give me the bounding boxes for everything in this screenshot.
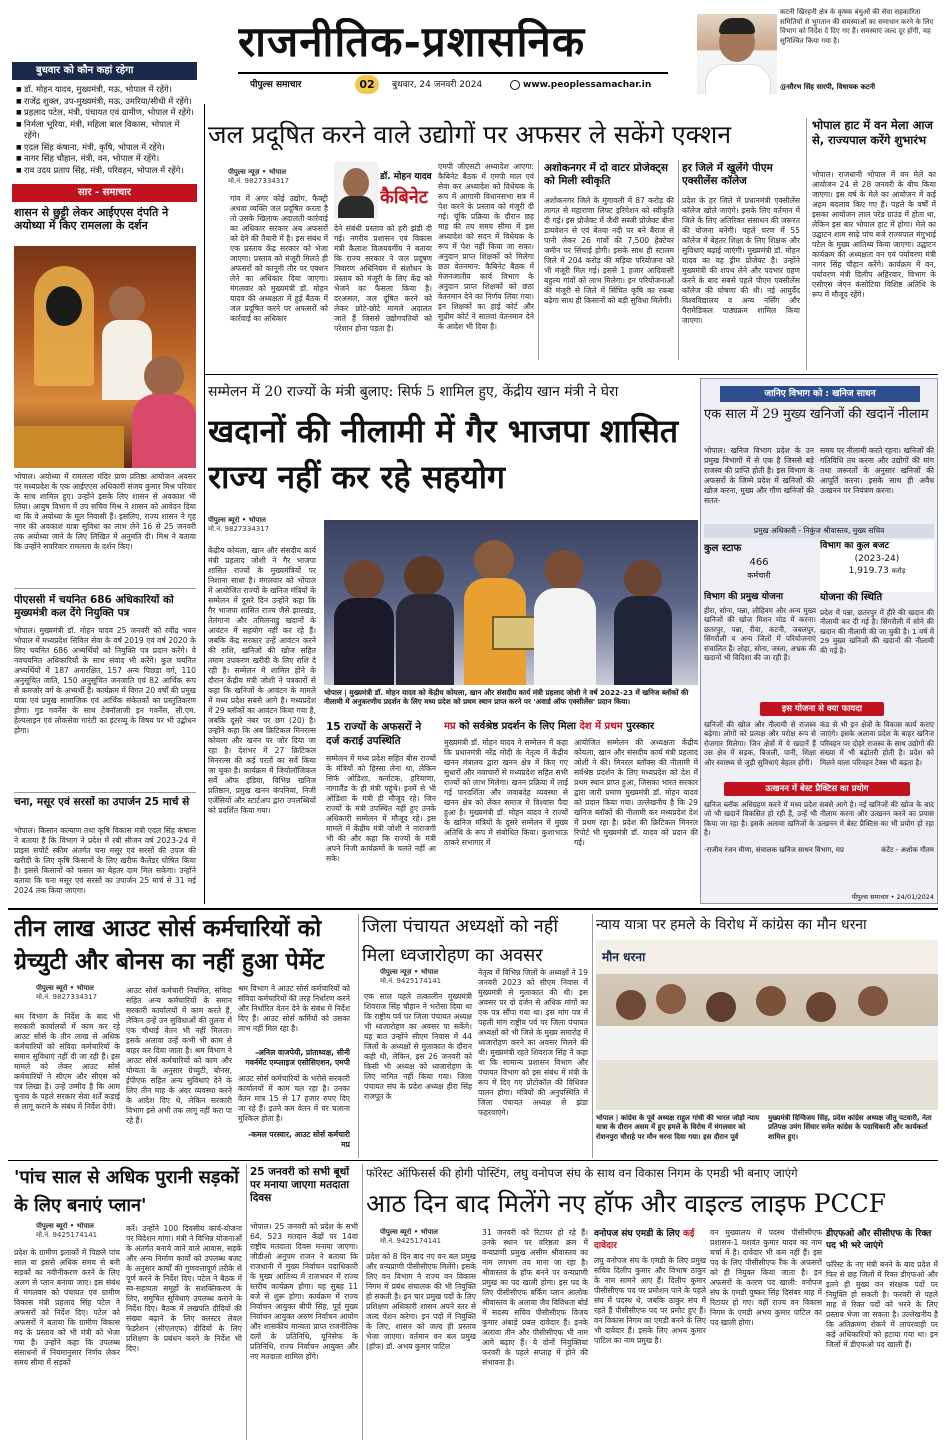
lead-headline: खदानों की नीलामी में गैर भाजपा शासित राज्य नहीं कर रहे सहयोग xyxy=(208,412,679,496)
pollution-headline: जल प्रदूषित करने वाले उद्योगों पर अफसर ले सकेंगे एक्शन xyxy=(208,120,732,149)
panchayat-byline: पीपुल्स न्यूज़ • भोपाल मो.नं. 9425174141 xyxy=(380,968,442,985)
section-title: राजनीतिक-प्रशासनिक xyxy=(238,18,586,66)
outsource-headline: तीन लाख आउट सोर्स कर्मचारियों को ग्रेच्युटी और बोनस का नहीं हुआ पेमेंट xyxy=(14,915,325,975)
water-projects-head: अशोकनगर में दो वाटर प्रोजेक्ट्स को मिली स्वीकृति xyxy=(544,162,668,187)
best-practice-body: खनिज ब्लॉक अधिग्रहण करने में मध्य प्रदेश सबसे आगे है। नई खनिजों की खोज के बाद जो भी खदानें विकसित हो रही हैं, उन्हें भी नीलाम करना और उत्खनन करने का प्रयास किया जा रहा है। इसके अलावा खनिजों के उत्खनन में बेस्ट प्रैक्टिस का भी प्रयोग हो रहा है। xyxy=(704,800,934,838)
outsource-col3d: -कमल परस्वार, आउट सोर्स कर्मचारी मप्र xyxy=(247,1130,350,1149)
dharna-banner: मौन धरना xyxy=(602,950,646,964)
story-ayodhya-head: शासन से छुट्टी लेकर आईएएस दंपति ने अयोध्या में किए रामलला के दर्शन xyxy=(14,206,169,232)
forest-col3-head: वनोपज संघ एमडी के लिए कई दावेदार xyxy=(594,1229,695,1251)
cm-name: डॉ. मोहन यादव xyxy=(380,172,432,182)
sub1-head: 15 राज्यों के अफसरों ने दर्ज कराई उपस्थिति xyxy=(326,721,422,747)
panchayat-headline: जिला पंचायत अध्यक्षों को नहीं मिला ध्वजारोहण का अवसर xyxy=(362,916,559,966)
forest-kicker: फॉरेस्ट ऑफिसर्स की होगी पोस्टिंग, लघु वनोपज संघ के साथ वन विकास निगम के एमडी भी बनाए जाएंगे xyxy=(366,1166,798,1180)
story-ayodhya-body: भोपाल। अयोध्या में रामलला मंदिर प्राण प्रतिष्ठा आयोजन अवसर पर मध्यप्रदेश के एक आईएएस अधिकारी संजय कुमार मिश्र परिवार के साथ शामिल हुए। उन्होंने इसके लिए शासन से अवकाश भी लिया। आयुष विभाग में उप सचिव मिश्र ने शासन को आवेदन दिया था कि वे अयोध्या के मूल निवासी हैं। इसलिए, राज्य शासन ने गृह नगर की अवकाश यात्रा सुविधा का लाभ लेने 16 से 25 जनवरी तक अयोध्या जाने के लिए लिखित में अनुमति दी। मिश्र ने बताया कि उन्होंने सपरिवार रामलला के दर्शन किए। xyxy=(14,472,196,551)
sub2-head: मप्र को सर्वश्रेष्ठ प्रदर्शन के लिए मिला देश में प्रथम पुरस्कार xyxy=(444,721,655,732)
voters-day-body: भोपाल। 25 जनवरी को प्रदेश के सभी 64, 523 मतदान केंद्रों पर 14वां राष्ट्रीय मतदाता दिवस मनाया जाएगा। जीडीओ अनुपम राजन ने बताया कि राजधानी में मुख्य निर्वाचन पदाधिकारी के मुख्य आतिथ्य में राजभवन में राज्य स्तरीय कार्यक्रम होगा। यह सुबह 11 बजे से शुरू होगा। कार्यक्रम में राज्य निर्वाचन आयुक्त बीपी सिंह, पूर्व मुख्य निर्वाचन आयुक्त अरुण निर्वाचन आयोग और शासकीय मान्यता प्राप्त राजनीतिक दलों के प्रतिनिधि, यूनिसेफ के प्रतिनिधि, राज्य निर्वाचन आयुक्त और नए मतदाता शामिल होंगे। xyxy=(250,1222,358,1361)
outsource-col3a: श्रम विभाग ने आउट सोर्स कर्मचारियों को संविदा कर्मचारियों की तरह निर्धारण करने और निर्धारित वेतन देने के संबंध में निर्देश दिए हैं। आउट सोर्स कर्मियों को उसका लाभ नहीं मिल रहा है। xyxy=(238,984,350,1033)
globe-icon xyxy=(510,80,520,90)
ayodhya-photo xyxy=(14,246,196,468)
story-chana-head: चना, मसूर एवं सरसों का उपार्जन 25 मार्च से xyxy=(14,796,190,808)
panchayat-col2: नेतृत्व में विभिन्न जिलों के अध्यक्षों ने 19 जनवरी 2023 को सीएम निवास में मुख्यमंत्री से मुलाकात की थी। इस अवसर पर दो दर्जन से अधिक मांगों का एक पत्र सौंपा गया था। इस मांग पत्र में पहली मांग राष्ट्रीय पर्व पर जिला पंचायत अध्यक्षों को भी जिले के मुख्य समारोह में ध्वजारोहण करने का अवसर मिलने की थी। मुख्यमंत्री रहते शिवराज सिंह ने कहा था कि सामान्य प्रशासन विभाग और पंचायत विभाग को इस संबंध में मंत्री के रूप में दिए गए प्रोटोकॉल की विधिवत पालन होगा। मंत्रियों की अनुपस्थिति में जिला पंचायत अध्यक्ष से झंडा फहरवाएंगे। xyxy=(478,968,588,1117)
roads-byline: पीपुल्स ब्यूरो • भोपाल मो.नं. 9425174141 xyxy=(36,1222,98,1239)
pollution-byline: पीपुल्स न्यूज़ • भोपाल मो.नं. 9827334317 xyxy=(228,168,290,185)
best-practice-pill: उत्खनन में बेस्ट प्रैक्टिस का प्रयोग xyxy=(724,782,910,796)
dept-officer: प्रमुख अधिकारी - निकुंज श्रीवास्तव, मुख्य सचिव xyxy=(704,524,934,538)
pollution-col1: गांव में अगर कोई उद्योग, फैक्ट्री अथवा व्यक्ति जल प्रदूषित करता है तो उसके खिलाफ अदालती कार्रवाई का अधिकार सरकार अब अफसरों को देने की तैयारी में है। इस संबंध में एक प्रस्ताव केंद्र सरकार को भेजा जाएगा। प्रस्ताव को मंजूरी मिलते ही अफसरों को कानूनी तौर पर एक्शन लेने का अधिकार दिया जाएगा। मंगलवार को मुख्यमंत्री डॉ. मोहन यादव की अध्यक्षता में हुई बैठक में जल प्रदूषित करने पर अफसरों को कार्रवाई का अधिकार xyxy=(230,194,328,323)
forest-col2: 31 जनवरी को रिटायर हो रहे हैं। उनके स्थान पर वरिष्ठता क्रम में वन्यप्राणी प्रमुख असीम श्रीवास्तव का नाम लगभग तय माना जा रहा है। श्रीवास्तव के हॉफ बनने पर वन्यप्राणी प्रमुख का पद खाली होगा। इस पद के लिए पीसीसीएफ बर्किंग प्लान आलोक श्रीवास्तव के अलावा जैव विविधता बोर्ड में सदस्य सचिव पीसीसीएफ विजय कुमार अंबाड़े प्रबल दावेदार हैं। इनके अलावा तीन और पीसीसीएफ भी नाम आगे बढ़ाए हैं। ये दोनों नियुक्तियां फरवरी के पहले सप्ताह में होने की संभावना है। xyxy=(482,1228,588,1367)
forest-byline: पीपुल्स ब्यूरो • भोपाल मो.नं. 9425174141 xyxy=(380,1228,442,1245)
dept-footer: पीपुल्स समाचार • 24/01/2024 xyxy=(851,893,934,901)
pm-excellence-head: हर जिले में खुलेंगे पीएम एक्सीलेंस कॉलेज xyxy=(682,162,773,187)
dharna-photo xyxy=(596,940,938,1110)
forest-col5: फॉरेस्ट के नए मंत्री बनने के बाद प्रदेश में फिर से छह जिलों में रिक्त डीएफओ और इतने ही मुख्य वन संरक्षक पदों पर नियुक्ति हो सकती है। फरवरी से पहले माह में रिक्त पदों को भरने के लिए प्रस्ताव भेजा जा सकता है। उल्लेखनीय है कि अतिक्रमण रोकने में लापरवाही पर कई अधिकारियों को हटाया गया था। इन जिलों में डीएफओ पद खाली हैं। xyxy=(826,1260,938,1349)
list-item: ■ प्रहलाद पटेल, मंत्री, पंचायत एवं ग्रामीण, भोपाल में रहेंगे। xyxy=(16,107,197,119)
story-psc-head: पीएससी में चयनित 686 अधिकारियों को मुख्यमंत्री कल देंगे नियुक्ति पत्र xyxy=(14,594,174,619)
date-line: बुधवार, 24 जनवरी 2024 xyxy=(392,80,483,90)
forest-col5-head: डीएफओ और सीसीएफ के रिक्त पद भी भरे जाएंगे xyxy=(826,1229,932,1251)
sub2-body: मुख्यमंत्री डॉ. मोहन यादव ने सम्मेलन में कहा कि प्रधानमंत्री नरेंद्र मोदी के नेतृत्व में केंद्रीय खनन मंत्रालय द्वारा खनन क्षेत्र में किए गए सुधारों और नवाचारों से मध्यप्रदेश सहित सभी राज्यों को लाभ मिलेगा। खनन प्रक्रिया में लाई गई पारदर्शिता और जवाबदेह व्यवस्था से खनन क्षेत्र को लेकर समाज में विश्वास पैदा हुआ है। मुख्यमंत्री डॉ. मोहन यादव ने राज्यों के खनिज मंत्रियों के दूसरे सम्मेलन में मुख्य अतिथि के रूप में संबोधित किया। कुशाभाऊ ठाकरे सभागार में xyxy=(444,738,568,847)
van-mela-head: भोपाल हाट में वन मेला आज से, राज्यपाल करेंगे शुभारंभ xyxy=(812,118,933,147)
paper-name: पीपुल्स समाचार xyxy=(250,80,302,90)
award-photo xyxy=(324,520,698,685)
benefit-col1: खनिजों की खोज और नीलामी से राजस्व बढ़ेगा। लोगों को प्रत्यक्ष और परोक्ष रूप से रोजगार मिलेगा। जिन क्षेत्रों में ये खदानें हैं उस क्षेत्र में सड़क, बिजली, पानी, शिक्षा और स्वास्थ्य से जुड़ी सुविधाएं बेहतर होंगी। xyxy=(704,720,816,767)
mla-quote-author: @सौरभ सिंह सारपी, विधायक कटनी xyxy=(780,83,876,91)
outsource-byline: पीपुल्स ब्यूरो • भोपाल मो.नं. 9827334317 xyxy=(36,984,98,1001)
pollution-col2: देने संबंधी प्रस्ताव को हरी झंडी दी गई। नगरीय प्रशासन एवं विकास मंत्री कैलाश विजयवर्गीय ने बताया कि राज्य सरकार ने जल प्रदूषण निवारण अधिनियम में संशोधन के प्रस्ताव को मंजूरी के लिए केंद्र को भेजने का फैसला किया है। दरअसल, जल दूषित करने को लेकर छोटे-छोटे मामले अदालत जाते हैं जिससे उद्योगपतियों को परेशान होना पड़ता है। xyxy=(334,224,432,333)
who-where-list xyxy=(16,84,197,178)
award-caption: भोपाल | मुख्यमंत्री डॉ. मोहन यादव को केंद्रीय कोयला, खान और संसदीय कार्य मंत्री प्रहलाद जोशी ने वर्ष 2022-23 में खनिज ब्लॉकों की नीलामी में अनुकरणीय प्रदर्शन के लिए मध्य प्रदेश को प्रथम स्थान प्राप्त करने पर 'अवार्ड ऑफ एक्सीलेंस' प्रदान किया। xyxy=(324,688,689,707)
lead-body: केंद्रीय कोयला, खान और संसदीय कार्य मंत्री प्रहलाद जोशी ने गैर भाजपा शासित राज्यों के मुख्यमंत्रियों पर निशाना साधा है। मंगलवार को भोपाल में आयोजित राज्यों के खनिज मंत्रियों के सम्मेलन में दूसरे दिन उन्होंने कहा कि गैर भाजपा शासित राज्य जैसे झारखंड, तेलंगाना और तमिलनाडु खदानों के आवंटन में सहयोग नहीं कर रहे हैं। जबकि केंद्र सरकार उन्हें आवंटन करने की राशि, खनिजों की खोज सहित तमाम उपकरण खरीदी के लिए राशि दे रही है। सम्मेलन में शामिल होने के दौरान केंद्रीय मंत्री जोशी ने पत्रकारों से कहा कि खनिजों के आवंटन के मामले में मध्य प्रदेश सबसे आगे है। मध्यप्रदेश में 29 ब्लॉकों का आवंटन किया गया है, जबकि दूसरे नंबर पर छग (20) है। उन्होंने कहा कि अब क्रिटिकल मिनरल्स कोयला और खनन पर जोर दिया जा रहा है। देशभर में 27 क्रिटिकल मिनरल्स की कई परतों का सर्वे किया जा चुका है। कार्यक्रम में जियोलॉजिकल सर्वे ऑफ इंडिया, विभिन्न खनिज प्रतिष्ठान, प्रमुख खनन कंपनियां, निजी एजेंसियों और स्टार्टअप द्वारा उपलब्धियों को प्रदर्शित किया गया। xyxy=(208,546,316,815)
outsource-col2: आउट सोर्स कर्मचारी नियमित, संविदा सहित अन्य कर्मचारियों के समान सरकारी कार्यालयों में काम करते हैं, लेकिन उन्हें उन सुविधाओं की तुलना में एक चौथाई वेतन भी नहीं मिलता। इसके अलावा उन्हें कभी भी काम से बाहर कर दिया जाता है। श्रम विभाग ने आउट सोर्स कर्मचारियों को काम और योग्यता के अनुसार ग्रेच्युटी, बोनस, ईपीएफ सहित अन्य सुविधाएं देने के लिए तीन माह के अंदर व्यवस्था करने के आदेश दिए थे, लेकिन सरकारी विभाग इसे अभी तक लागू नहीं करा पा रहे हैं। xyxy=(126,986,232,1125)
forest-headline: आठ दिन बाद मिलेंगे नए हॉफ और वाइल्ड लाइफ PCCF xyxy=(366,1189,887,1218)
forest-col1: प्रदेश को 8 दिन बाद नए वन बल प्रमुख और वन्यप्राणी पीसीसीएफ मिलेंगे। इसके लिए वन विभाग ने राज्य वन विकास निगम में प्रबंध संचालक की भी नियुक्ति हो सकती है। इन चार प्रमुख पदों के लिए प्रशिक्षण अधिकारी शासन अपने स्तर से जल्द पेंशन करेगा। इन पदों में नियुक्ति के लिए, शासन को जल्द ही प्रस्ताव भेजा जाएगा। वर्तमान वन बल प्रमुख (हॉफ) डॉ. अभय कुमार पाटिल xyxy=(366,1252,476,1351)
dept-header: जानिए विभाग को : खनिज साधन xyxy=(720,386,920,402)
who-where-box xyxy=(12,62,197,180)
mla-quote: कटनी खिरहनी क्षेत्र के कृषक बंधुओं की सेवा सहकारिता समितियों से भुगतान की समस्याओं का समाधान करने के लिए विभाग को निर्देश दे दिए गए हैं। समस्याएं जल्द दूर होंगी, यह सुनिश्चित किया गया है। xyxy=(780,8,934,45)
forest-col4: वन मुख्यालय में पदस्थ पीसीसीएफ प्रशासन-1 यशवंत कुमार यादव का नाम चर्चा में है। दावेदार भी कम नहीं हैं। इस पद के लिए पीसीसीएफ रैंक के अफसरों को ही नियुक्त किया जाता है। इन अफसरों के कारण पद खाली: वनोपज संघ के एमडी पुष्कर सिंह दिसंबर माह में रिटायर हो गए। वहीं राज्य वन विकास निगम के एमडी अभय कुमार पाटिल का पद खाली होगा। xyxy=(710,1228,822,1327)
staff-box: कुल स्टाफ 466 कर्मचारी xyxy=(704,543,771,580)
budget-box: विभाग का कुल बजट (2023-24) 1,919.73 करोड़ xyxy=(820,540,934,592)
roads-headline: 'पांच साल से अधिक पुरानी सड़कों के लिए बनाएं प्लान' xyxy=(14,1167,239,1216)
pollution-col3: एमपी जीएसटी अध्यादेश आएगा: कैबिनेट बैठक में एमपी माल एवं सेवा कर अध्यादेश को विधेयक के रूप में आगामी विधानसभा सत्र में पेश करने के प्रस्ताव को मंजूरी दी गई। चूंकि प्रक्रिया के दौरान छह माह की तय समय सीमा में इस अध्यादेश को सदन में विधेयक के रूप में पेश नहीं किया जा सका। अनुदान प्राप्त शिक्षकों को मिलेगा छठा वेतनमान: कैबिनेट बैठक में मेजनजातीय कार्य विभाग के अनुदान प्राप्त शिक्षकों को छठा वेतनमान देने का निर्णय लिया गया। इन शिक्षकों का हाई कोर्ट और सुप्रीम कोर्ट ने सातवां वेतनमान देने के आदेश भी दिया है। xyxy=(438,162,534,331)
list-item: ■ एदल सिंह कंषाना, मंत्री, कृषि, भोपाल में रहेंगे। xyxy=(16,142,197,154)
lead-byline: पीपुल्स ब्यूरो • भोपाल मो.नं. 9827334317 xyxy=(208,516,270,533)
list-item: ■ नागर सिंह चौहान, मंत्री, वन, भोपाल में रहेंगे। xyxy=(16,153,197,165)
list-item: ■ राव उदय प्रताप सिंह, मंत्री, परिवहन, भोपाल में रहेंगे। xyxy=(16,165,197,177)
saar-label: सार - समाचार xyxy=(12,184,197,202)
dharna-caption-2: मुख्यमंत्री दिग्विजय सिंह, प्रदेश कांग्रेस अध्यक्ष जीतू पटवारी, नेता प्रतिपक्ष उमंग सिंघार समेत कांग्रेस के पदाधिकारी और कार्यकर्ता शामिल हुए। xyxy=(768,1114,932,1141)
cm-photo xyxy=(334,162,378,218)
schemes-body: हीरा, सोना, पन्ना, लौहिवम और अन्य मुख्य खनिजों की खोज मिशन मोड में करना। छतरपुर, पन्ना, रीवा, कटनी, जबलपुर, सिंगरौली व अन्य जिलों में परियोजनाएं संचालित हैं। लोहा, सोना, जस्ता, अभ्रक की खदानों भी विदिशा की जा रही हैं। xyxy=(704,606,816,663)
panchayat-col1: एक साल पहले तत्कालीन मुख्यमंत्री शिवराज सिंह चौहान ने भरोसा दिया था कि राष्ट्रीय पर्व पर जिला पंचायत अध्यक्ष भी ध्वजारोहण का अवसर पा सकेंगे। यह बात उन्होंने सीएम निवास में 44 जिलों के अध्यक्षों से मुलाकात के दौरान कही थी, लेकिन, इस 26 जनवरी को किसी भी अध्यक्ष को ध्वजारोहण के लिए नामित नहीं किया गया। जिला पंचायत संघ के प्रदेश अध्यक्ष हीरा सिंह राजपूत के xyxy=(364,992,472,1101)
outsource-col1: श्रम विभाग के निर्देश के बाद भी सरकारी कार्यालयों में काम कर रहे आउट सोर्स के तीन लाख से अधिक कर्मचारियों को संविदा कर्मचारियों के समान सुविधाएं नहीं दी जा रही हैं। इस मामले को लेकर आउट सोर्स कर्मचारियों ने सीएम और सीएस को पत्र लिखा है। उन्हें उम्मीद है कि आम चुनाव के पहले सरकार सेवा शर्तें कड़ाई से लागू कराने के संबंध में निर्देश देगी। xyxy=(14,1012,120,1111)
list-item: ■ राजेंद्र शुक्ल, उप-मुख्यमंत्री, मऊ, उमरिया/सीधी में रहेंगे। xyxy=(16,96,197,108)
outsource-col3b: -अनिल वाजपेयी, प्रांताध्यक्ष, सीनी गवर्नमेंट एम्प्लाइज एसोसिएशन, एमपी xyxy=(245,1048,350,1067)
benefit-col2: कंड से भी इन क्षेत्रों के विकास कार्य कराए जाएंगे। इसके अलावा प्रदेश के बाहर खनिज परिवहन पर दोहरे राजस्व के साथ उद्योगों की संख्या में भी बढ़ोतरी होती है। प्रदेश को मिलने वाला परिवहन टैक्स भी बढ़ता है। xyxy=(820,720,934,767)
outsource-col3c: आउट सोर्स कर्मचारियों के भरोसे सरकारी कार्यालयों में काम चल रहा है। उनका वेतन मात्र 15 से 17 हजार रुपए दिए जा रहे हैं। इतने कम वेतन में घर चलाना मुश्किल होता है। xyxy=(238,1074,350,1123)
sub3-body: आयोजित सम्मेलन की अध्यक्षता केंद्रीय कोयला, खान और संसदीय कार्य मंत्री प्रहलाद जोशी ने की। मिनरल ब्लॉक्स की नीलामी में सर्वश्रेष्ठ प्रदर्शन के लिए मध्यप्रदेश को देश में प्रथम स्थान प्राप्त हुआ, जिसका भारत सरकार द्वारा जारी प्रमाण मुख्यमंत्री डॉ. मोहन यादव को प्रदान किया गया। उल्लेखनीय है कि 29 खनिज ब्लॉकों की नीलामी कर मध्यप्रदेश देश में प्रथम रहा है। प्रदेश की क्रिटिकल मिनरल रिपोर्ट भी मुख्यमंत्री डॉ. यादव को प्रदान की गई। xyxy=(574,738,698,847)
dharna-caption-1: भोपाल | कांग्रेस के पूर्व अध्यक्ष राहुल गांधी की भारत जोड़ो न्याय यात्रा के दौरान असम में हुए हमले के विरोध में मंगलवार को रोशनपुरा चौराहे पर मौन धरना दिया गया। इस दौरान पूर्व xyxy=(596,1114,760,1141)
story-chana-body: भोपाल। किसान कल्याण तथा कृषि विकास मंत्री एदल सिंह कंषाना ने बताया है कि विभाग ने प्रदेश में रबी सीजन वर्ष 2023-24 में प्राइस सपोर्ट स्कीम अंतर्गत चना मसूर एवं सरसों की उपज की खरीदी के लिए कृषि किसानों के लिए खरीफ कैलेंडर घोषित किया है। इससे किसानों को फसल का बेहतर दाम मिल सकेगा। उन्होंने बताया कि चना मसूर एवं सरसों का उपार्जन 25 मार्च से 31 मई 2024 तक किया जाएगा। xyxy=(14,826,196,895)
story-psc-body: भोपाल। मुख्यमंत्री डॉ. मोहन यादव 25 जनवरी को रवींद्र भवन भोपाल में मध्यप्रदेश सिविल सेवा के वर्ष 2019 एवं वर्ष 2020 के लिए चयनित 686 अभ्यर्थियों को नियुक्ति पत्र प्रदान करेंगे। वे नवचयनित अधिकारियों के साथ संवाद भी करेंगे। कुल चयनित अभ्यर्थियों में 187 अनारक्षित, 157 अन्य पिछड़ा वर्ग, 110 अनुसूचित जाति, 150 अनुसूचित जनजाति एवं 82 आर्थिक रूप से कमजोर वर्ग के अभ्यर्थी हैं। कार्यक्रम में विगत 20 वर्षों की प्रमुख यात्रा एवं प्रमुख सामाजिक एवं आर्थिक संकेतकों का प्रस्तुतिकरण होगा। गुड गवर्नेंस के साथ टेक्नॉलाजी इन गवर्नेंस, सी.एम. हेल्पलाइन एवं लोकसेवा गारंटी का इंटरव्यू के विषय पर भी उद्बोधन होगा। xyxy=(14,626,196,735)
website[interactable]: www.peoplessamachar.in xyxy=(523,80,652,90)
roads-col2: करें। उन्होंने 100 दिवसीय कार्य-योजना पर विदेशन मांगा। मंत्री ने विभिन्न योजनाओं के अंतर्गत बनाये जाने वाले आवास, सड़कें और अन्य निर्माण कार्यों को उपलब्ध बजट के अनुसार कार्यों की गुणवत्तापूर्ण तरीके से पूर्ण करने के निर्देश दिए। पटेल ने बैठक में स्व-सहायता समूहों के सशक्तिकरण के लिए, समुचित सुविधाएं उपलब्ध कराने के निर्देश दिए। बैठक में लखपति दीदियों की संख्या बढ़ाने के लिए क्लस्टर लेवल फेडरेशन (सीएलएफ) दीदियों के लिए प्रशिक्षण के प्रबंधन करने के निर्देश भी दिए। xyxy=(126,1224,242,1353)
list-item: ■ निर्मला भूरिया, मंत्री, महिला बाल विकास, भोपाल में रहेंगे। xyxy=(16,119,197,142)
dept-quote: -राजीव रंजन मीणा, संचालक खनिज साधन विभाग, मप्र कंटेंट - अशोक गौतम xyxy=(704,846,934,854)
dept-head: एक साल में 29 मुख्य खनिजों की खदानें नीलाम xyxy=(704,407,929,422)
van-mela-body: भोपाल। राजधानी भोपाल में वन मेले का आयोजन 24 से 28 जनवरी के बीच किया जाएगा। इस वर्ष के मेले का आयोजन में कई अहम बदलाव किए गए हैं। पहले के वर्षों में इसका आयोजन लाल परेड ग्राउंड में होता था, लेकिन इस बार भोपाल हाट में होगा। मेले का उद्घाटन शाम साढ़े पांच बजे राज्यपाल मंगुभाई पटेल के मुख्य आतिथ्य किया जाएगा। उद्घाटन कार्यक्रम की अध्यक्षता वन एवं पर्यावरण मंत्री नागर सिंह चौहान करेंगे। कार्यक्रम में वन, पर्यावरण मंत्री दिलीप अहिरवार, विभाग के एसीएस जेएन कंसोटिया विशिष्ट अतिथि के रूप में मौजूद रहेंगे। xyxy=(812,170,936,299)
sub1-body: सम्मेलन में मध्य प्रदेश सहित बीस राज्यों के मंत्रियों को हिस्सा लेना था, लेकिन सिर्फ ओडिशा, कर्नाटक, हरियाणा, नागालैंड के ही मंत्री पहुंचे। इनमें से भी ओडिशा के मंत्री ही मौजूद रहे। जिन राज्यों के मंत्री उपस्थित नहीं हुए उनके अधिकारी सम्मेलन में मौजूद रहे। इस मामले में केंद्रीय मंत्री जोशी ने नाराजगी भी की और कहा कि राज्यों के मंत्री अपने निजी कार्यक्रमों के चलते नहीं आ सके। xyxy=(326,754,436,863)
lead-kicker: सम्मेलन में 20 राज्यों के मंत्री बुलाए: सिर्फ 5 शामिल हुए, केंद्रीय खान मंत्री ने घेरा xyxy=(208,384,619,400)
dept-col2: समय पर नीलामी करते रहना। खनिजों की गतिविधि तय करना और उद्योगों की मांग तथा जरूरतों के अनुसार खनिजों की आपूर्ति करना। इसके साथ ही अवैध उत्खनन पर नियंत्रण करना। xyxy=(820,446,934,495)
forest-col3: लघु वनोपज संघ के एमडी के लिए प्रमुख सचिव दिलीप कुमार और विभाष ठाकुर के नाम सामने आए हैं। दिलीप कुमार पीसीसीएफ पद पर प्रमोशन पाने के पहले संघ में पदस्थ थे, जबकि ठाकुर संघ में रहते हैं पीसीसीएफ पद पर प्रमोट हुए हैं। वन विकास निगम का एमडी बनने के लिए भी दावेदार हैं। इसके लिए अभय कुमार पाटिल का नाम प्रमुख है। xyxy=(594,1256,706,1345)
congress-headline: न्याय यात्रा पर हमले के विरोध में कांग्रेस का मौन धरना xyxy=(596,917,867,933)
cabinet-label: कैबिनेट xyxy=(380,187,428,208)
benefit-pill: इस योजना से क्या फायदा xyxy=(760,702,884,716)
mla-photo xyxy=(697,14,777,94)
status-body: प्रदेश में पन्ना, छतरपुर में हीरे की खदान की नीलामी कर दी गई है। सिंगरौली में सोने की खदान की नीलामी की जा चुकी है। 1 वर्ष में 29 मुख्य खनिजों की खदानों की नीलामी की गई है। xyxy=(820,608,934,655)
water-projects-body: अशोकनगर जिले के मुंगावली में 87 करोड़ की लागत से महाराणा लिफ्ट इरिगेशन को स्वीकृति दी गई। इस प्रोजेक्ट में जैथी सब्जी प्रोजेक्ट बीना डायवेशन से एवं बेतवा नदी पर बने बैराज से पानी लेकर 26 गांवों की 7,500 हेक्टेयर जमीन पर सिंचाई होगी। इसके साथ ही स्टालम जिले में 204 करोड़ की मड़िया परियोजना को भी मंजूरी मिल गई। इससे 1 हजार आदिवासी बहुल्य गांवों को लाभ मिलेगा। इन परियोजनाओं की मंजूरी से जिले में सिंचित कृषि का रकबा बढ़ेगा साथ ही किसानों को बड़ी सुविधा मिलेगी। xyxy=(544,196,674,305)
schemes-head: विभाग की प्रमुख योजना xyxy=(704,592,784,602)
dept-col1: भोपाल। खनिज विभाग प्रदेश के उन प्रमुख विभागों में से एक है जिससे बड़े राजस्व की प्राप्ति होती है। इस विभाग के अफसरों के जिम्मे प्रदेश में खनिजों की खोज करना, मुख्य और गौण खनिजों की सतत- xyxy=(704,446,814,505)
who-where-title: बुधवार को कौन कहां रहेगा xyxy=(12,62,197,80)
roads-col1: प्रदेश के ग्रामीण इलाकों में पिछले पांच साल या इससे अधिक समय से बनी सड़कों का नवीनीकरण करने के लिए अलग से प्लान बनाया जाए। इस संबंध में मंगलवार को पंचायत एवं ग्रामीण विकास मंत्री प्रहलाद सिंह पटेल ने अफसरों को निर्देश दिए। पटेल को अफसरों ने बताया कि ग्रामीण विकास मद के प्रस्ताव को भी मंत्री को भेजा गया है। उन्होंने कहा कि उपलब्ध संसाधनों में नियमानुसार निर्णय लेकर समय सीमा में सड़कों xyxy=(14,1248,120,1367)
list-item: ■ डॉ. मोहन यादव, मुख्यमंत्री, मऊ, भोपाल में रहेंगे। xyxy=(16,84,197,96)
voters-day-head: 25 जनवरी को सभी बूथों पर मनाया जाएगा मतदाता दिवस xyxy=(250,1166,350,1204)
status-head: योजना की स्थिति xyxy=(820,592,883,603)
pm-excellence-body: प्रदेश के हर जिले में प्रधानमंत्री एक्सीलेंस कॉलेज खोले जाएंगे। इसके लिए वर्तमान में जिले के लिए अतिरिक्त संसाधन की जरूरत की योजना बनेगी। पहले चरण में 55 कॉलेज में बेहतर शिक्षा के लिए शिक्षक और सुविधाएं बढ़ाई जाएंगी। मुख्यमंत्री डॉ. मोहन यादव का यह ड्रीम प्रोजेक्ट है। उन्होंने मुख्यमंत्री की शपथ लेने और पदभार ग्रहण करने के बाद सबसे पहले पीएम एक्सीलेंस कॉलेज की घोषणा की थी। नई आयुर्वेद विश्वविद्यालय व अन्य नर्सिंग और पैरामेडिकल पाठ्यक्रम शामिल किया जाएगा। xyxy=(682,196,800,325)
page-number: 02 xyxy=(355,75,379,94)
